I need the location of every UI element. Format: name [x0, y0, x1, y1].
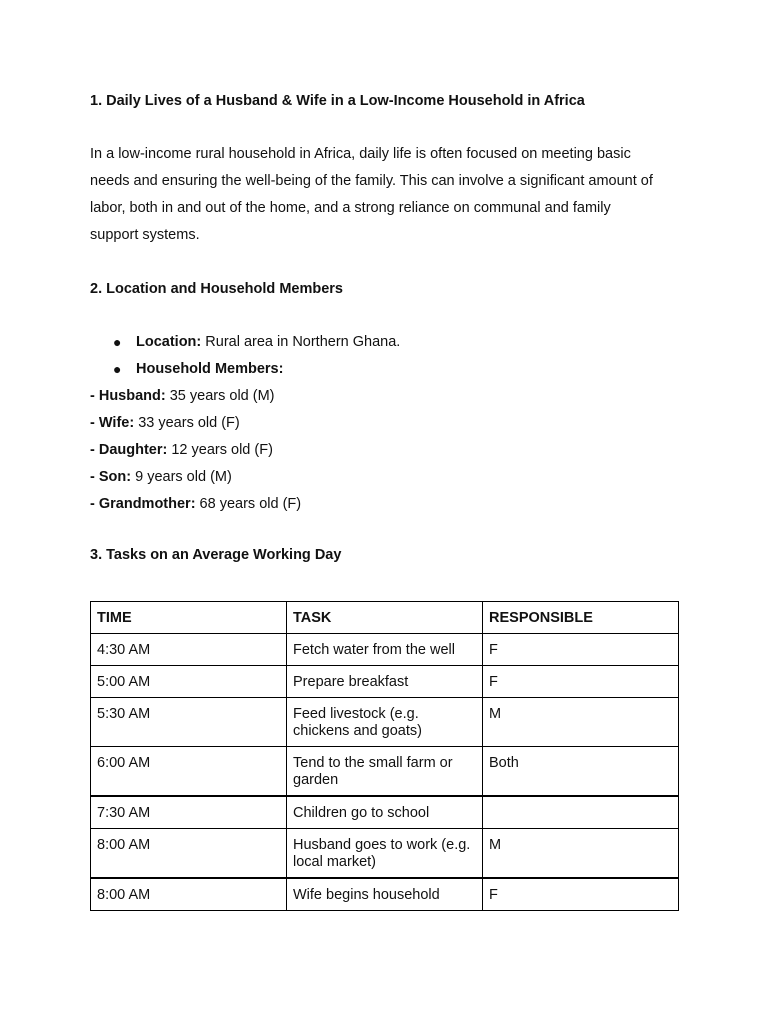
section-1-heading: 1. Daily Lives of a Husband & Wife in a Low-Income Household in Africa [90, 93, 585, 109]
member-husband [90, 383, 301, 410]
cell-task: Husband goes to work (e.g. local market) [287, 829, 483, 879]
cell-time: 6:00 AM [91, 747, 287, 797]
cell-time: 5:30 AM [91, 698, 287, 747]
paragraph-line: needs and ensuring the well-being of the family. This can involve a significant amount of [90, 173, 653, 189]
table-header-row [91, 602, 679, 634]
bullet-label: Location: [136, 334, 202, 350]
bullet-household-members [90, 356, 400, 383]
member-daughter [90, 437, 301, 464]
member-label: - Grandmother: [90, 496, 196, 512]
cell-responsible: F [483, 666, 679, 698]
bullet-text: Rural area in Northern Ghana. [201, 334, 401, 350]
table-row [91, 878, 679, 911]
cell-responsible: Both [483, 747, 679, 797]
member-text: 12 years old (F) [167, 442, 273, 458]
column-header-time: TIME [91, 602, 287, 634]
bullet-dot-icon: ● [113, 334, 122, 350]
section-1-paragraph [90, 141, 690, 249]
cell-time: 8:00 AM [91, 829, 287, 879]
table-row [91, 634, 679, 666]
tasks-table [90, 601, 679, 911]
cell-task: Tend to the small farm or garden [287, 747, 483, 797]
cell-time: 8:00 AM [91, 878, 287, 911]
cell-time: 4:30 AM [91, 634, 287, 666]
cell-responsible [483, 796, 679, 829]
member-text: 68 years old (F) [195, 496, 302, 512]
member-label: - Husband: [90, 388, 166, 404]
member-grandmother [90, 491, 301, 518]
cell-task: Feed livestock (e.g. chickens and goats) [287, 698, 483, 747]
member-text: 33 years old (F) [134, 415, 240, 431]
bullet-dot-icon: ● [113, 361, 122, 377]
cell-responsible: M [483, 698, 679, 747]
section-2-heading: 2. Location and Household Members [90, 281, 343, 297]
cell-time: 5:00 AM [91, 666, 287, 698]
column-header-task: TASK [287, 602, 483, 634]
table-row [91, 796, 679, 829]
table-row [91, 747, 679, 797]
household-members-list [90, 383, 301, 518]
table-row [91, 829, 679, 879]
member-son [90, 464, 301, 491]
cell-responsible: F [483, 878, 679, 911]
section-3-heading: 3. Tasks on an Average Working Day [90, 547, 342, 563]
cell-task: Fetch water from the well [287, 634, 483, 666]
cell-time: 7:30 AM [91, 796, 287, 829]
bullet-location [90, 329, 400, 356]
bullet-label: Household Members: [136, 361, 284, 377]
table-row [91, 666, 679, 698]
member-label: - Daughter: [90, 442, 168, 458]
paragraph-line: support systems. [90, 227, 200, 243]
cell-responsible: F [483, 634, 679, 666]
cell-task: Prepare breakfast [287, 666, 483, 698]
cell-task: Children go to school [287, 796, 483, 829]
paragraph-line: labor, both in and out of the home, and a strong reliance on communal and family [90, 200, 611, 216]
member-wife [90, 410, 301, 437]
member-label: - Wife: [90, 415, 135, 431]
paragraph-line: In a low-income rural household in Africa, daily life is often focused on meeting basic [90, 146, 631, 162]
member-text: 35 years old (M) [165, 388, 275, 404]
column-header-responsible: RESPONSIBLE [483, 602, 679, 634]
cell-responsible: M [483, 829, 679, 879]
member-text: 9 years old (M) [131, 469, 232, 485]
location-bullet-list [90, 329, 400, 383]
table-row [91, 698, 679, 747]
cell-task: Wife begins household [287, 878, 483, 911]
member-label: - Son: [90, 469, 132, 485]
